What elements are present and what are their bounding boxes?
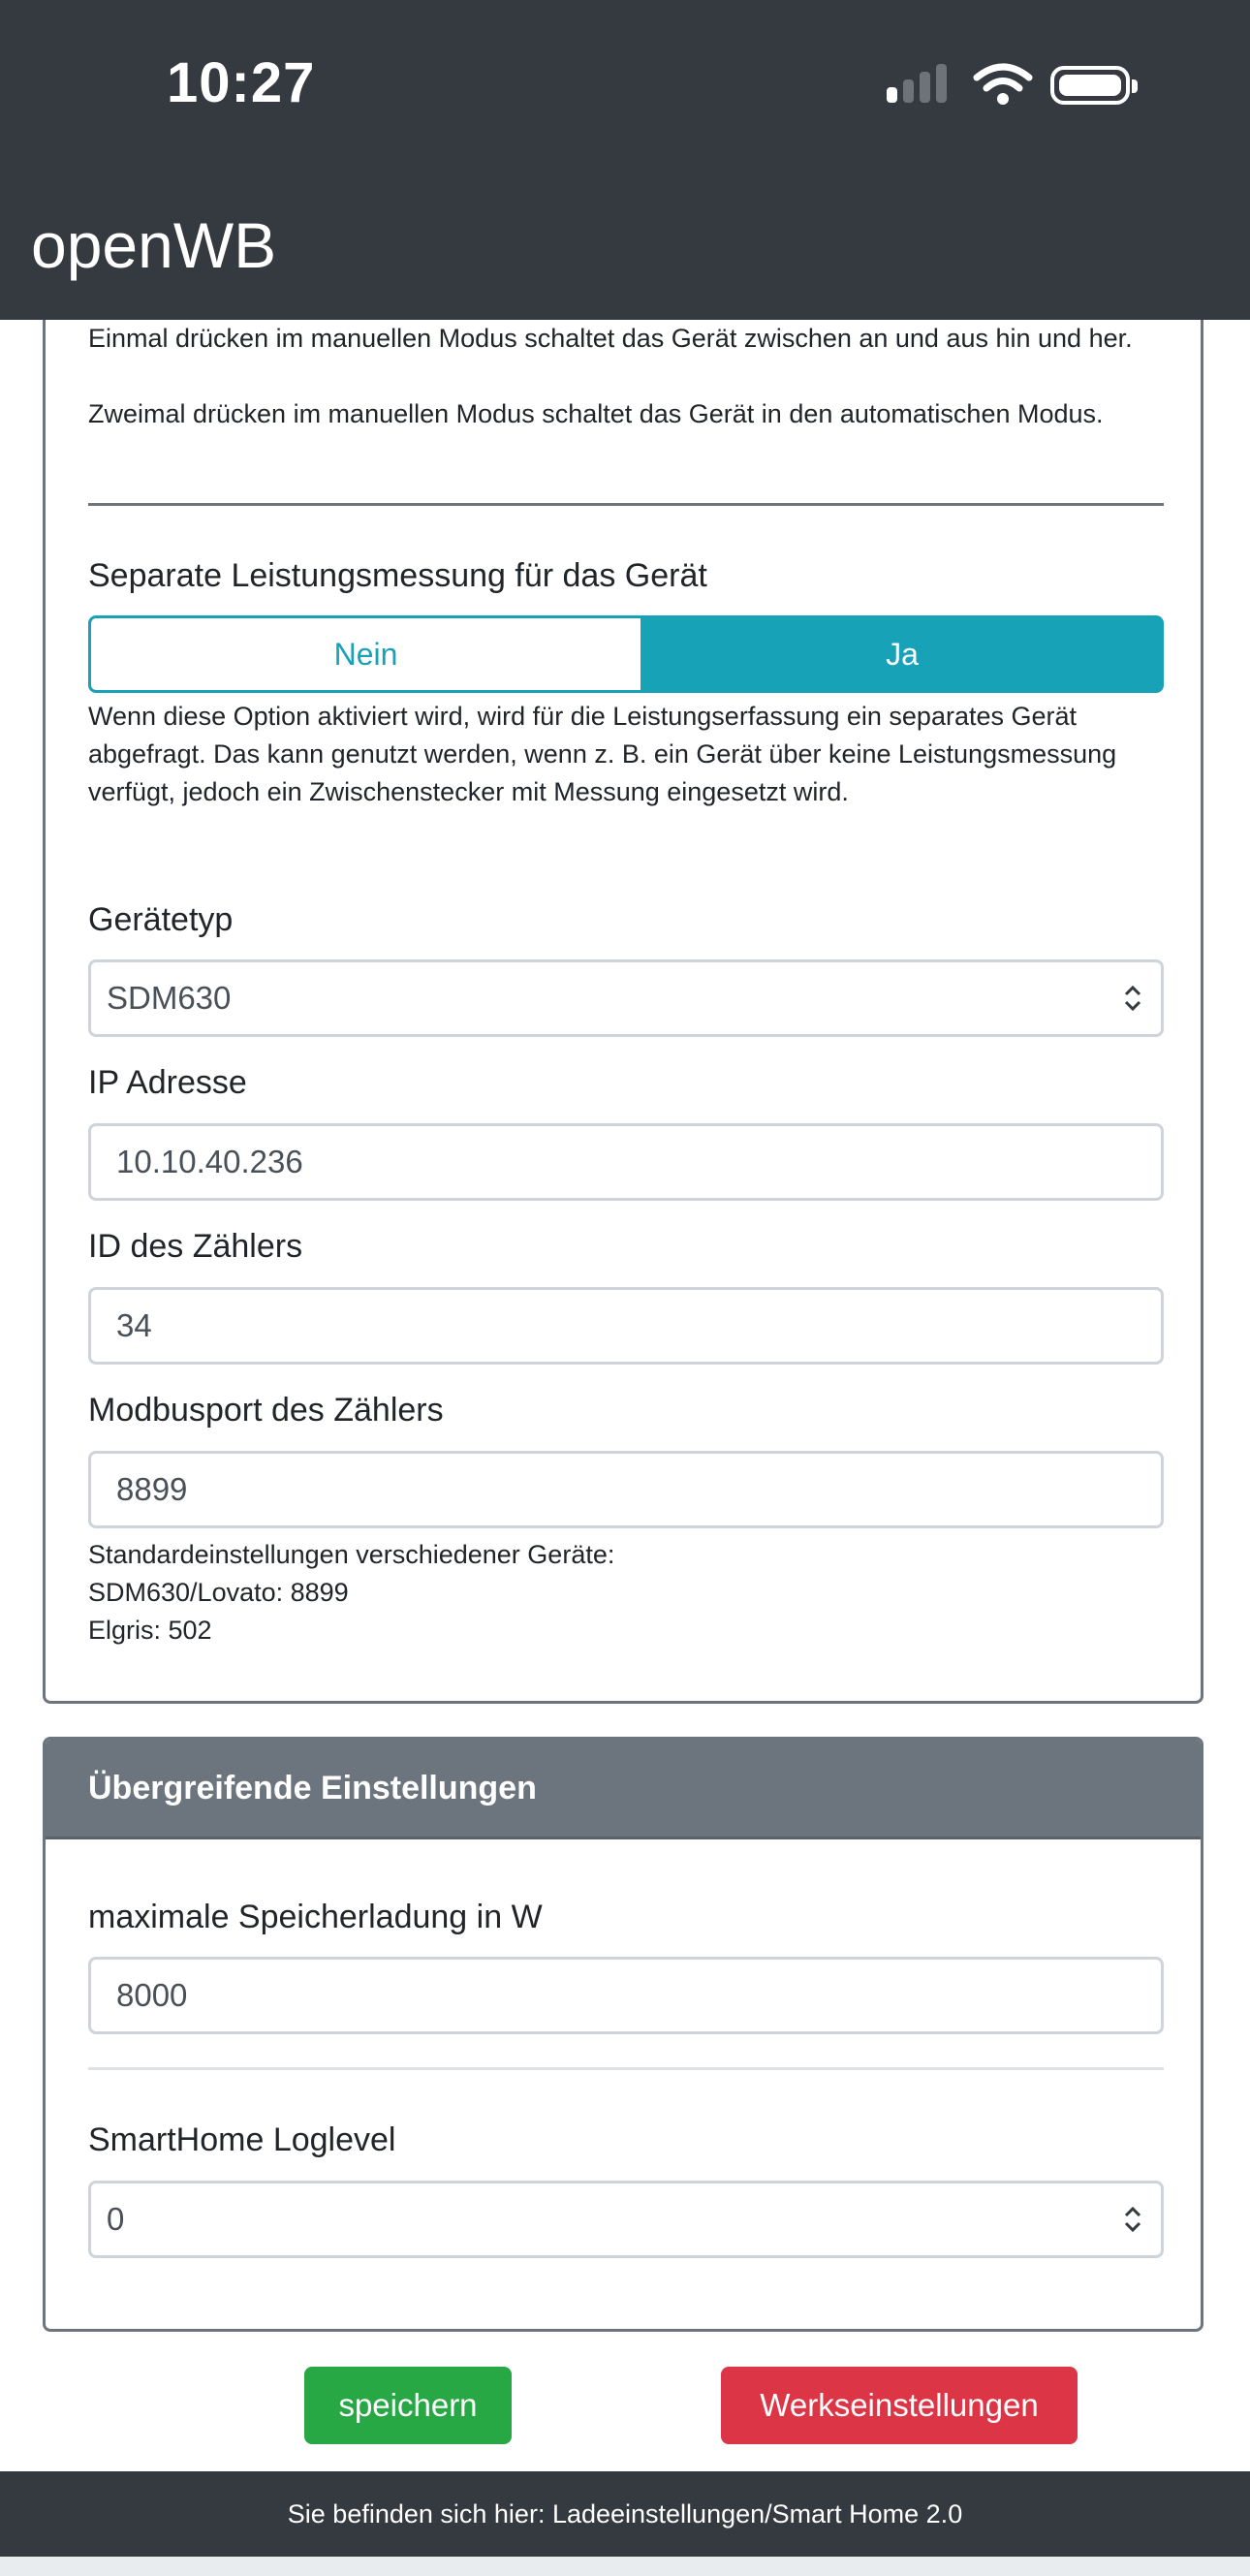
modbus-port-label: Modbusport des Zählers: [88, 1392, 444, 1429]
intro-text-2: Zweimal drücken im manuellen Modus schaltet das Gerät in den automatischen Modus.: [88, 399, 1104, 428]
max-storage-value: 8000: [116, 1977, 188, 2013]
device-type-label: Gerätetyp: [88, 901, 234, 938]
factory-reset-button[interactable]: Werkseinstellungen: [721, 2367, 1078, 2444]
loglevel-value: 0: [107, 2201, 125, 2237]
status-icons: [884, 58, 1145, 109]
device-type-value: SDM630: [107, 980, 232, 1016]
ip-address-value: 10.10.40.236: [116, 1144, 303, 1179]
brand-title[interactable]: openWB: [31, 209, 277, 281]
separate-measurement-label: Separate Leistungsmessung für das Gerät: [88, 557, 707, 594]
save-button[interactable]: speichern: [304, 2367, 512, 2444]
global-settings-header: Übergreifende Einstellungen: [46, 1740, 1201, 1837]
loglevel-select[interactable]: [88, 2181, 1164, 2258]
option-nein-button[interactable]: Nein: [88, 615, 643, 693]
modbus-help-3: Elgris: 502: [88, 1616, 212, 1645]
divider: [88, 2067, 1164, 2070]
modbus-port-value: 8899: [116, 1471, 188, 1507]
bottom-strip: [0, 2557, 1250, 2576]
device-type-select[interactable]: [88, 959, 1164, 1037]
separate-measurement-toggle: [88, 615, 1164, 693]
select-arrows-icon: [1122, 984, 1143, 1013]
ip-address-label: IP Adresse: [88, 1064, 247, 1101]
meter-id-input[interactable]: [88, 1287, 1164, 1365]
ip-address-input[interactable]: [88, 1123, 1164, 1201]
meter-id-label: ID des Zählers: [88, 1228, 303, 1265]
header-divider: [46, 1837, 1201, 1839]
intro-text-1: Einmal drücken im manuellen Modus schaltet das Gerät zwischen an und aus hin und her.: [88, 324, 1133, 353]
modbus-help-2: SDM630/Lovato: 8899: [88, 1578, 349, 1607]
meter-id-value: 34: [116, 1307, 152, 1343]
max-storage-input[interactable]: [88, 1957, 1164, 2034]
wifi-icon: [973, 62, 1033, 107]
select-arrows-icon: [1122, 2205, 1143, 2234]
max-storage-label: maximale Speicherladung in W: [88, 1899, 543, 1935]
divider: [88, 503, 1164, 506]
device-settings-card: [43, 281, 1203, 1704]
battery-icon: [1050, 66, 1130, 105]
top-navbar: [0, 0, 1250, 320]
separate-measurement-help: Wenn diese Option aktiviert wird, wird für die Leistungserfassung ein separates Gerät abgefragt. Das kann genutzt werden, wenn z. B. ein Gerät über keine Leistungsmessung verfügt, jedoch ein Zwischenstecker mit Messung eingesetzt wird.: [88, 702, 1117, 806]
loglevel-label: SmartHome Loglevel: [88, 2121, 396, 2158]
status-time: 10:27: [167, 51, 316, 114]
modbus-port-input[interactable]: [88, 1451, 1164, 1528]
option-ja-button[interactable]: Ja: [641, 615, 1164, 693]
modbus-help-1: Standardeinstellungen verschiedener Geräte:: [88, 1540, 615, 1569]
global-settings-card: [43, 1737, 1203, 2332]
footer-breadcrumb: Sie befinden sich hier: Ladeeinstellungen/Smart Home 2.0: [0, 2471, 1250, 2557]
